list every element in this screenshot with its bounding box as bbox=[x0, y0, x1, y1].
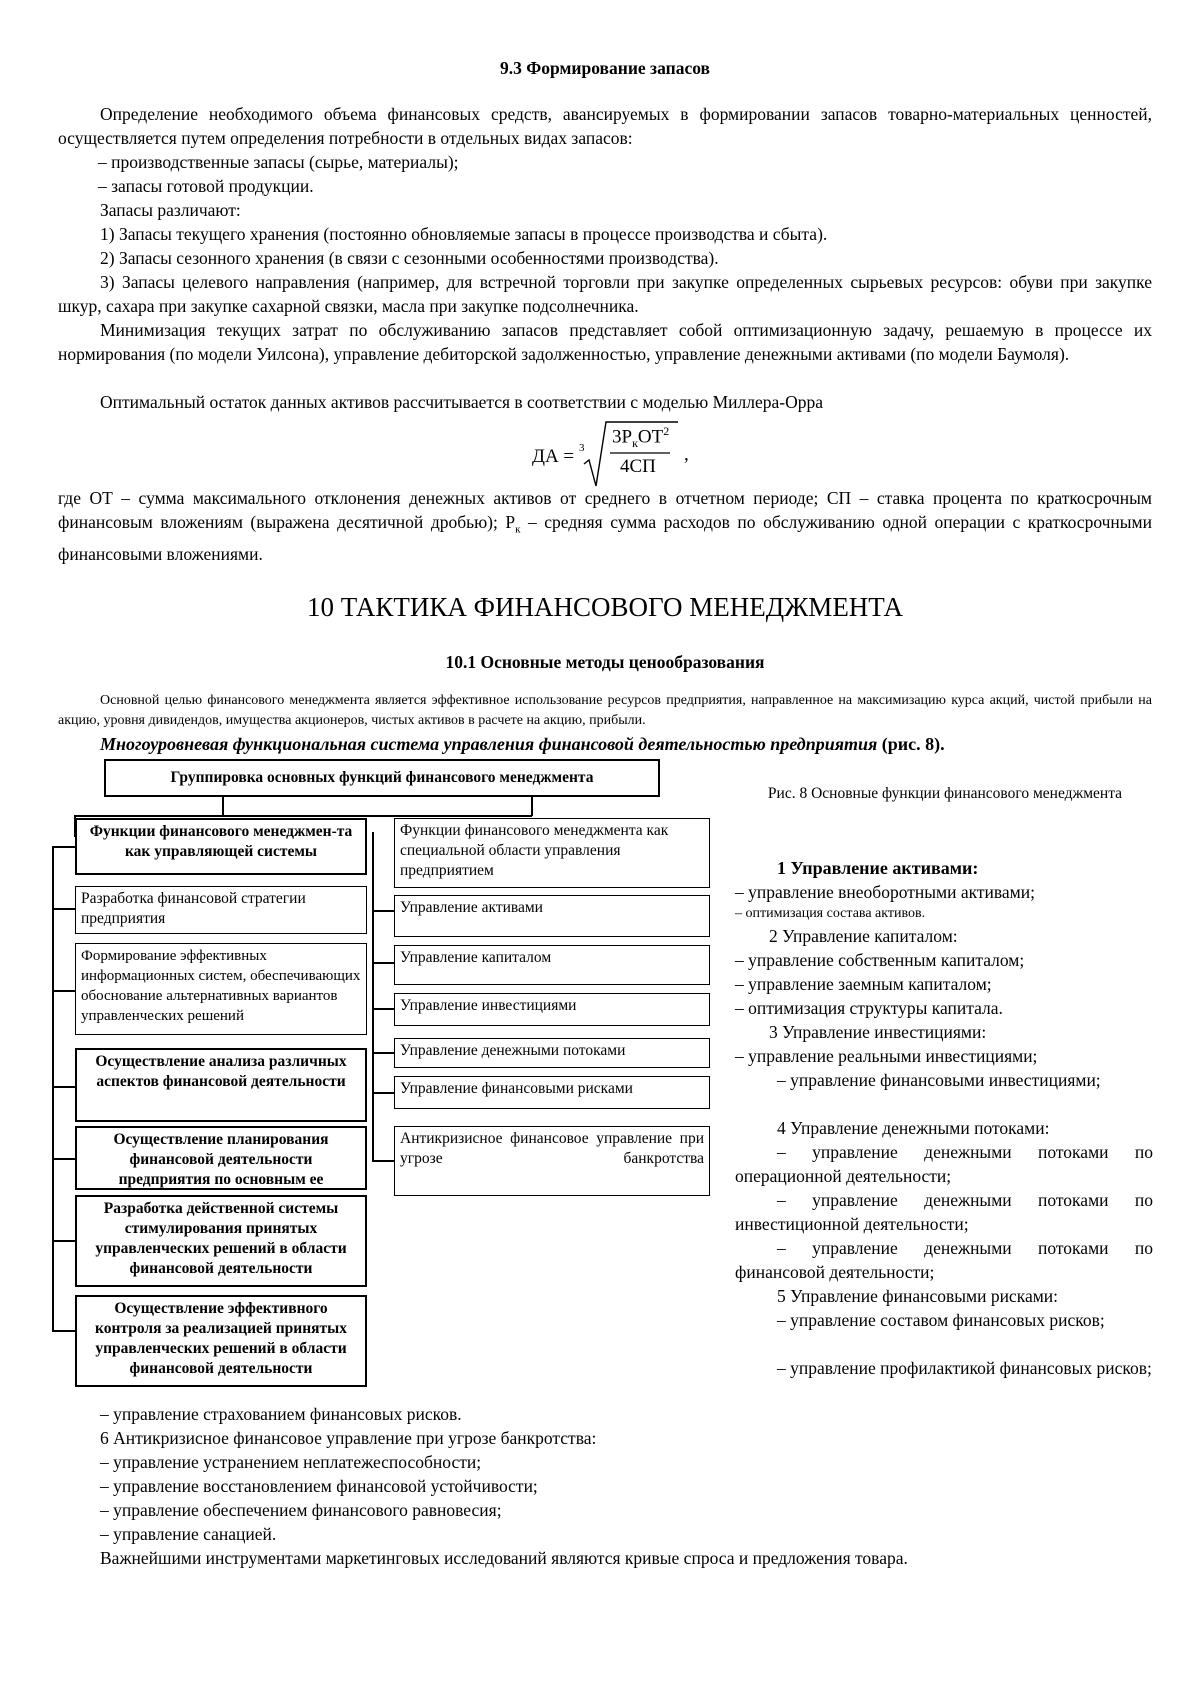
numerator-part: ОТ bbox=[637, 426, 664, 448]
branch-line bbox=[372, 1008, 394, 1010]
figure-caption: Рис. 8 Основные функции финансового менеджмента bbox=[767, 785, 1123, 802]
branch-line bbox=[52, 846, 75, 848]
right-box: Управление финансовыми рисками bbox=[394, 1076, 710, 1109]
rightcol-heading: 1 Управление активами: bbox=[777, 858, 979, 878]
paragraph: Минимизация текущих затрат по обслуживанию запасов представляет собой оптимизационную задачу, решаемую в процессе их нормирования (по модели Уилсона), управление дебиторской задолженностью, управление денежными активами (по модели Баумоля). bbox=[58, 320, 1152, 364]
left-box: Разработка финансовой стратегии предприятия bbox=[75, 886, 367, 934]
connector-line bbox=[74, 815, 532, 817]
section-heading-10-1: 10.1 Основные методы ценообразования bbox=[445, 652, 765, 672]
tail-line: – управление обеспечением финансового равновесия; bbox=[100, 1500, 502, 1520]
list-item: 2) Запасы сезонного хранения (в связи с сезонными особенностями производства). bbox=[100, 248, 719, 268]
right-box-header: Функции финансового менеджмента как специальной области управления предприятием bbox=[394, 818, 710, 888]
final-paragraph: Важнейшими инструментами маркетинговых исследований являются кривые спроса и предложения товара. bbox=[100, 1548, 908, 1568]
figure-intro-italic: Многоуровневая функциональная система управления финансовой деятельностью предприятия bbox=[100, 734, 878, 754]
branch-line bbox=[52, 1330, 75, 1332]
branch-line bbox=[372, 1160, 394, 1162]
paragraph: Оптимальный остаток данных активов рассчитывается в соответствии с моделью Миллера-Орра bbox=[100, 392, 824, 412]
rightcol-line: 4 Управление денежными потоками: bbox=[777, 1118, 1050, 1138]
rightcol-line: – управление собственным капиталом; bbox=[735, 950, 1025, 970]
rightcol-line: – управление профилактикой финансовых рисков; bbox=[777, 1358, 1152, 1378]
tail-line: – управление устранением неплатежеспособности; bbox=[100, 1452, 482, 1472]
branch-line bbox=[52, 990, 75, 992]
rightcol-line: – управление денежными потоками по инвестиционной деятельности; bbox=[735, 1190, 1153, 1234]
right-box: Управление инвестициями bbox=[394, 993, 710, 1026]
spine-line bbox=[372, 832, 374, 1162]
rightcol-line: – управление внеоборотными активами; bbox=[735, 882, 1035, 902]
figure-intro-tail: (рис. 8). bbox=[877, 734, 945, 754]
connector-line bbox=[531, 796, 533, 816]
branch-line bbox=[52, 1158, 75, 1160]
left-box: Осуществление планирования финансовой деятельности предприятия по основным ее bbox=[75, 1126, 367, 1190]
left-box: Разработка действенной системы стимулирования принятых управленческих решений в области финансовой деятельности bbox=[75, 1195, 367, 1287]
branch-line bbox=[372, 1092, 394, 1094]
branch-line bbox=[52, 908, 75, 910]
formula-numerator bbox=[612, 424, 669, 451]
rightcol-line: 5 Управление финансовыми рисками: bbox=[777, 1286, 1059, 1306]
right-box: Управление денежными потоками bbox=[394, 1038, 710, 1068]
chapter-title: 10 ТАКТИКА ФИНАНСОВОГО МЕНЕДЖМЕНТА bbox=[307, 592, 903, 622]
paragraph-intro: Определение необходимого объема финансовых средств, авансируемых в формировании запасов товарно-материальных ценностей, осуществляется путем определения потребности в отдельных видах запасов: bbox=[58, 104, 1152, 148]
formula-comma: , bbox=[684, 444, 689, 465]
numerator-part: 3Р bbox=[612, 426, 633, 448]
rightcol-line: – управление заемным капиталом; bbox=[735, 974, 992, 994]
paragraph-small: Основной целью финансового менеджмента является эффективное использование ресурсов предприятия, направленное на максимизацию курса акций, чистой прибыли на акцию, уровня дивидендов, имущества акционеров, чистых активов в расчете на акцию, прибыли. bbox=[58, 693, 1152, 728]
rightcol-line: – управление реальными инвестициями; bbox=[735, 1046, 1038, 1066]
left-box-header: Функции финансового менеджмен-та как управляющей системы bbox=[75, 818, 367, 875]
tail-line: – управление восстановлением финансовой устойчивости; bbox=[100, 1476, 538, 1496]
rightcol-line: 2 Управление капиталом: bbox=[769, 926, 958, 946]
list-item: 1) Запасы текущего хранения (постоянно обновляемые запасы в процессе производства и сбыта). bbox=[100, 224, 828, 244]
formula-lhs: ДА = bbox=[532, 446, 575, 467]
figure-intro bbox=[100, 732, 1150, 756]
connector-line bbox=[222, 796, 224, 816]
rightcol-line: – управление составом финансовых рисков; bbox=[777, 1310, 1105, 1330]
legend-text: где ОТ – сумма максимального отклонения денежных активов от среднего в отчетном периоде; СП – ставка процента по краткосрочным финансовым вложениям (выражена десятичной дробью); Р bbox=[58, 488, 1152, 532]
rightcol-line: – управление денежными потоками по операционной деятельности; bbox=[735, 1142, 1153, 1186]
tail-line: – управление санацией. bbox=[100, 1524, 277, 1544]
rightcol-line: – управление финансовыми инвестициями; bbox=[777, 1070, 1101, 1090]
formula-denominator: 4СП bbox=[620, 456, 656, 477]
branch-line bbox=[52, 1240, 75, 1242]
paragraph: Запасы различают: bbox=[100, 200, 241, 220]
branch-line bbox=[52, 1086, 75, 1088]
branch-line bbox=[372, 910, 394, 912]
left-box: Осуществление эффективного контроля за реализацией принятых управленческих решений в области финансовой деятельности bbox=[75, 1295, 367, 1387]
root-index: 3 bbox=[579, 442, 585, 454]
branch-line bbox=[372, 1052, 394, 1054]
bullet-item: – производственные запасы (сырье, материалы); bbox=[98, 152, 459, 172]
rightcol-line: – управление денежными потоками по финансовой деятельности; bbox=[735, 1238, 1153, 1282]
numerator-sup: 2 bbox=[663, 424, 670, 438]
numerator-sub: к bbox=[632, 436, 638, 451]
section-heading-9-3: 9.3 Формирование запасов bbox=[500, 58, 710, 78]
branch-line bbox=[372, 962, 394, 964]
right-box: Антикризисное финансовое управление при угрозе банкротства bbox=[394, 1126, 710, 1196]
rightcol-line: 3 Управление инвестициями: bbox=[769, 1022, 987, 1042]
right-box: Управление капиталом bbox=[394, 945, 710, 985]
legend-text: – средняя сумма расходов по обслуживанию одной операции с краткосрочными финансовыми вложениями. bbox=[58, 512, 1152, 564]
tail-line: 6 Антикризисное финансовое управление при угрозе банкротства: bbox=[100, 1428, 597, 1448]
tail-line: – управление страхованием финансовых рисков. bbox=[100, 1404, 462, 1424]
spine-line bbox=[52, 846, 54, 1332]
paragraph-formula-legend bbox=[58, 486, 1152, 566]
rightcol-line: – оптимизация состава активов. bbox=[735, 906, 926, 921]
left-box: Осуществление анализа различных аспектов финансовой деятельности bbox=[75, 1048, 367, 1122]
right-box: Управление активами bbox=[394, 895, 710, 937]
diagram-top-box: Группировка основных функций финансового менеджмента bbox=[104, 759, 660, 797]
legend-sub: к bbox=[515, 523, 521, 536]
bullet-item: – запасы готовой продукции. bbox=[98, 176, 314, 196]
list-item: 3) Запасы целевого направления (например, для встречной торговли при закупке определенных сырьевых ресурсов: обуви при закупке шкур, сахара при закупке сахарной связки, масла при закупке подсолнечника. bbox=[58, 272, 1152, 316]
rightcol-line: – оптимизация структуры капитала. bbox=[735, 998, 1003, 1018]
left-box: Формирование эффективных информационных систем, обеспечивающих обоснование альтернативных вариантов управленческих решений bbox=[75, 943, 367, 1035]
